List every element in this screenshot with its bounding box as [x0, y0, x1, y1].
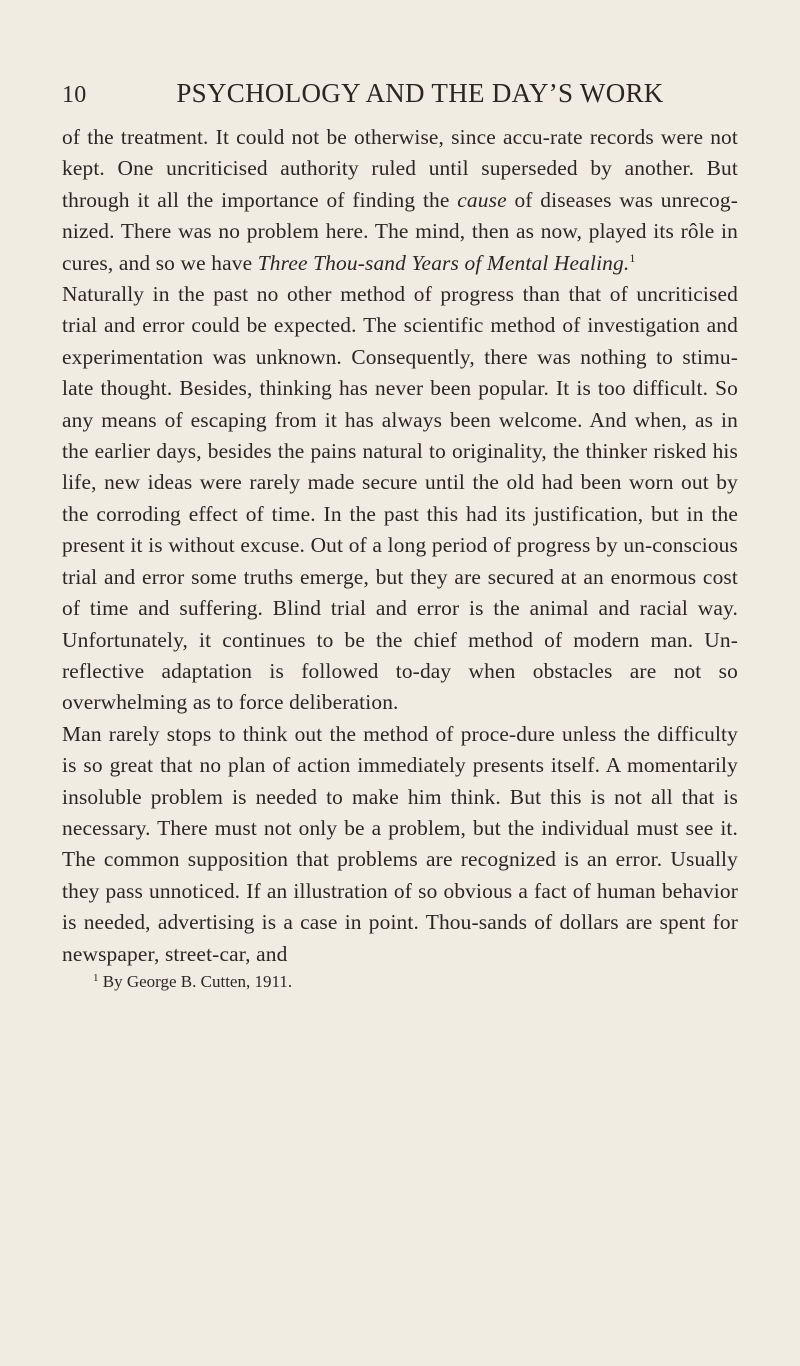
- book-page: [62, 78, 738, 994]
- footnote: [62, 970, 738, 994]
- paragraph-3: Man rarely stops to think out the method of proce-dure unless the difficulty is so great that no plan of action immediately presents itself. A momentarily insoluble problem is needed to make him think. But this is not all that is necessary. There must not only be a problem, but the individual must see it. The common supposition that problems are recognized is an error. Usually they pass unnoticed. If an illustration of so obvious a fact of human behavior is needed, advertising is a case in point. Thou-sands of dollars are spent for newspaper, street-car, and: [62, 721, 738, 966]
- footnote-marker: 1: [93, 971, 99, 984]
- page-number: 10: [62, 82, 87, 108]
- running-head: [62, 78, 738, 120]
- paragraph-2: Naturally in the past no other method of progress than that of uncriticised trial and error could be expected. The scientific method of investigation and experimentation was unknown. Consequently, there was nothing to stimu-late thought. Besides, thinking has never been popular. It is too difficult. So any means of escaping from it has always been welcome. And when, as in the earlier days, besides the pains natural to originality, the thinker risked his life, new ideas were rarely made secure until the old had been worn out by the corroding effect of time. In the past this had its justification, but in the present it is without excuse. Out of a long period of progress by un-conscious trial and error some truths emerge, but they are secured at an enormous cost of time and suffering. Blind trial and error is the animal and racial way. Unfortunately, it continues to be the chief method of modern man. Un-reflective adaptation is followed to-day when obstacles are not so overwhelming as to force deliberation.: [62, 282, 738, 715]
- italic-cause: cause: [457, 187, 507, 212]
- footnote-text: By George B. Cutten, 1911.: [98, 971, 293, 991]
- running-title: PSYCHOLOGY AND THE DAY’S WORK: [176, 78, 664, 108]
- body-text: [62, 122, 738, 970]
- footnote-reference: 1: [629, 250, 636, 265]
- paragraph-1-text-c: of diseases was unrecog-nized. There was no problem here. The mind, then as now, played its rôle in cures, and so we have: [62, 187, 738, 275]
- paragraph-1-text-a: of the treatment. It could not be otherwise, since accu-rate records were not kept. One uncriticised authority ruled until superseded by another. But through it all the importance of finding the: [62, 125, 738, 212]
- book-title-italic: Three Thou-sand Years of Mental Healing.: [257, 250, 630, 275]
- paragraph-1: [62, 122, 738, 279]
